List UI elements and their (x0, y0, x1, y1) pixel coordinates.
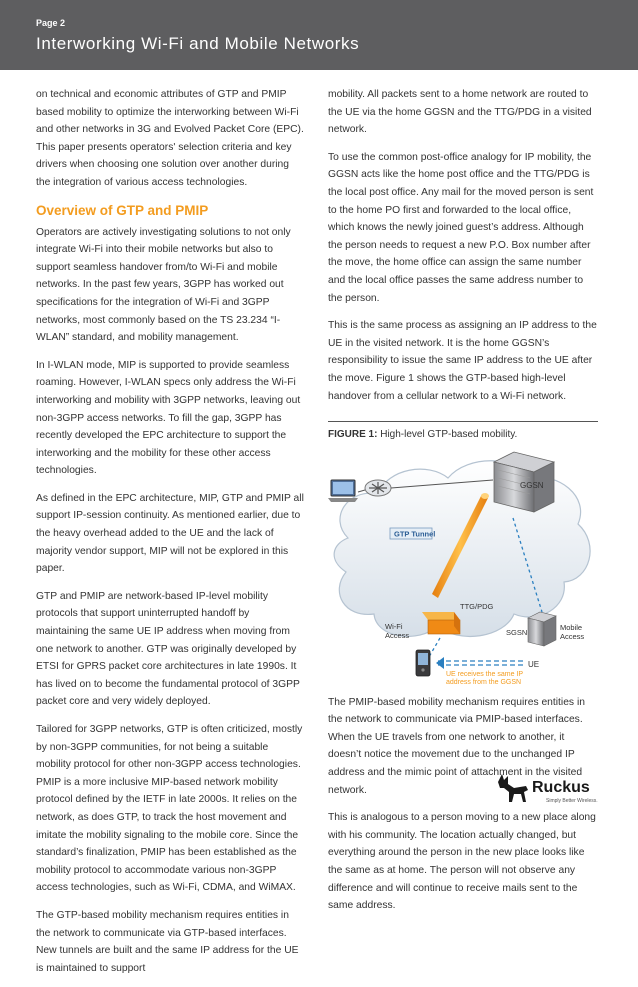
paragraph: The GTP-based mobility mechanism requires entities in the network to communicate via GTP-based interfaces. New tunnels are built and the same IP address for the UE is maintained to support (36, 909, 299, 974)
paragraph: This is the same process as assigning an IP address to the UE in the visited network. It is the home GGSN’s responsibility to issue the same IP address to the UE after the move. Figure 1 shows the GTP-based high-level handover from a cellular network to a Wi-Fi network. (328, 320, 597, 402)
sgsn-server-icon (528, 612, 556, 646)
paragraph: The PMIP-based mobility mechanism requires entities in the network to communicate via PMIP-based interfaces. When the UE travels from one network to another, it doesn’t notice the movement due to the unchanged IP address and the mimic point of attachment in the visited network. (328, 696, 585, 796)
logo-wordmark: Ruckus (532, 779, 590, 796)
gtp-tunnel-label: GTP Tunnel (394, 529, 436, 539)
paragraph: In I-WLAN mode, MIP is supported to provide seamless roaming. However, I-WLAN specs only address the Wi-Fi interworking and mobility with 3GPP networks, leaving out non-3GPP access networks. To fill the gap, 3GPP has recently developed the EPC architecture to support the interworking and the mobility for these other access technologies. (36, 359, 301, 477)
ruckus-logo (494, 768, 614, 808)
ttg-pdg-label: TTG/PDG (460, 601, 494, 611)
paragraph: To use the common post-office analogy for IP mobility, the GGSN acts like the home post office and the TTG/PDG is the local post office. Any mail for the moved person is sent to the home PO first and forwarded to the local office, which knows the newly joined guest’s address. Although the person needs to request a new P.O. Box number after the move, the home office can assign the same number and the local office passes the same address number to the person. (328, 151, 594, 304)
ue-note-line-1: UE receives the same IP (446, 670, 524, 678)
dog-logo-icon (494, 768, 614, 808)
wifi-label-2: Access (385, 630, 410, 640)
gtp-mobility-diagram (328, 448, 598, 684)
paragraph: Tailored for 3GPP networks, GTP is often criticized, mostly by non-3GPP communities, for not being a suitable mobility protocol for other non-3GPP access technologies. PMIP is a more inclusive MIP-based network mobility protocol defined by the IETF in late 2000s. It relies on the network, as does GTP, to track the host movement and imitate the mobility signaling to the mobile core. Since the standard’s finalization, PMIP has been established as the mobility protocol to accommodate various non-3GPP access technologies, such as Wi-Fi, CDMA, and WiMAX. (36, 724, 303, 894)
paragraph: GTP and PMIP are network-based IP-level mobility protocols that support uninterrupted handoff by maintaining the same UE IP address when moving from one network to another. GTP was originally developed by ETSI for GPRS packet core architectures in late 1990s. It has lived on to become the fundamental protocol of 3GPP packet core and very widely deployed. (36, 590, 300, 708)
paragraph: Operators are actively investigating solutions to not only integrate Wi-Fi into their mobile networks but also to support seamless handover from/to Wi-Fi and mobile networks. In the past few years, 3GPP has worked out specifications for the integration of Wi-Fi and 3GPP networks, most commonly based on the TS 23.234 “I-WLAN” standard, and mobility management. (36, 226, 291, 344)
paragraph: As defined in the EPC architecture, MIP, GTP and PMIP all support IP-session continuity. As mentioned earlier, due to the heavy overhead added to the UE and the lack of majority vendor support, MIP will not be explored in this paper. (36, 492, 304, 575)
handover-arrow (436, 657, 524, 669)
figure-caption (328, 421, 598, 444)
wifi-label-1: Wi-Fi (385, 621, 403, 631)
mobile-label-2: Access (560, 631, 585, 641)
ue-label: UE (528, 659, 540, 669)
diagram-svg (328, 448, 598, 684)
left-column (36, 86, 304, 987)
sgsn-label: SGSN (506, 627, 528, 637)
laptop-icon (328, 480, 358, 502)
ue-phone-icon (416, 650, 430, 676)
ggsn-label: GGSN (520, 480, 544, 490)
page-number: Page 2 (36, 18, 66, 28)
page-title: Interworking Wi-Fi and Mobile Networks (36, 34, 360, 53)
figure-title: High-level GTP-based mobility. (377, 429, 518, 441)
ue-note-line-2: address from the GGSN (446, 678, 522, 684)
router-icon (365, 480, 391, 496)
paragraph: This is analogous to a person moving to a new place along with his community. The location actually changed, but everything around the person in the new place looks like the same as at home. The person will not observe any difference and will continue to receive mails sent to the same address. (328, 812, 596, 912)
page-header (0, 0, 638, 70)
section-heading: Overview of GTP and PMIP (36, 202, 209, 218)
link-line (358, 490, 365, 492)
paragraph: mobility. All packets sent to a home network are routed to the UE via the home GGSN and the TTG/PDG in a visited network. (328, 89, 592, 136)
logo-tagline: Simply Better Wireless. (546, 798, 598, 804)
paragraph: on technical and economic attributes of GTP and PMIP based mobility to optimize the interworking between Wi-Fi and other networks in 3G and Evolved Packet Core (EPC). This paper presents operators' selection criteria and key drivers when choosing one solution over another during the integration of various access technologies. (36, 89, 304, 188)
figure-label: FIGURE 1: (328, 429, 378, 441)
wifi-access-point-icon (422, 612, 460, 634)
mobile-label-1: Mobile (560, 622, 583, 632)
